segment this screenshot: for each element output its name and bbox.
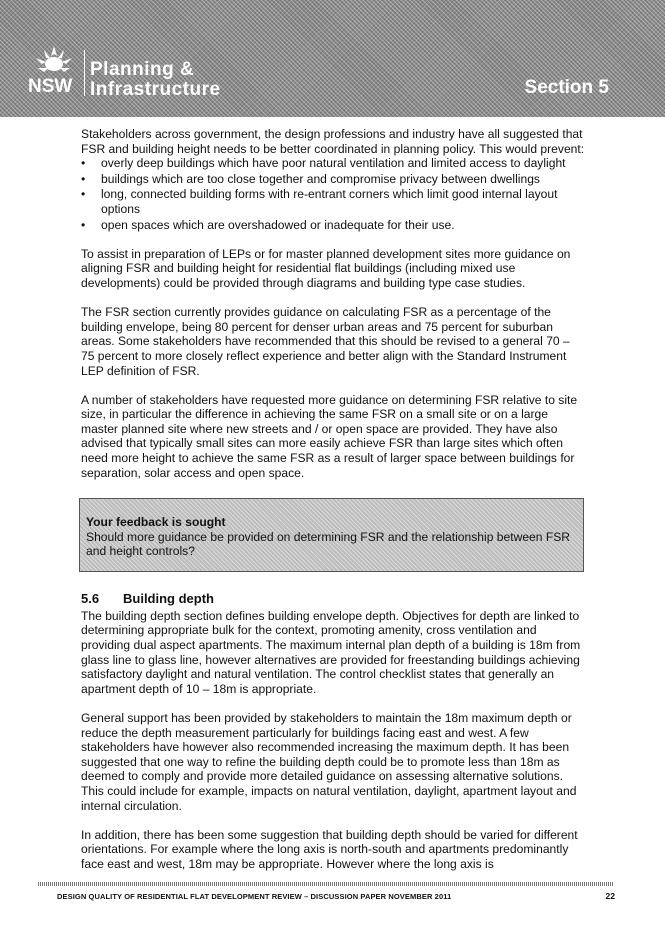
paragraph: In addition, there has been some suggestion that building depth should be varied for different orientations. For example where the long axis is north-south and apartments predominantly face east and west, 18m may be appropriate. However where the long axis is bbox=[81, 827, 578, 871]
list-item: • open spaces which are overshadowed or inadequate for their use. bbox=[81, 218, 586, 233]
footer-divider bbox=[38, 882, 613, 886]
section-number: 5.6 bbox=[81, 591, 100, 607]
page-content bbox=[81, 127, 586, 886]
brand-line-1: Planning & bbox=[90, 59, 195, 80]
paragraph: The building depth section defines building envelope depth. Objectives for depth are linked to determining appropriate bulk for the context, promoting amenity, cross ventilation and providing dual aspect apartments. The maximum internal plan depth of a building is 18m from glass line to glass line, however alternatives are provided for freestanding buildings achieving satisfactory daylight and natural ventilation. The control checklist states that generally an apartment depth of 10 – 18m is appropriate. bbox=[81, 608, 581, 696]
waratah-logo bbox=[26, 42, 82, 98]
list-item: • long, connected building forms with re-entrant corners which limit good internal layout options bbox=[81, 187, 586, 216]
intro-paragraph: Stakeholders across government, the design professions and industry have all suggested that FSR and building height needs to be better coordinated in planning policy. This would prevent: bbox=[81, 127, 585, 156]
list-item: • buildings which are too close together and compromise privacy between dwellings bbox=[81, 172, 586, 187]
footer-text: DESIGN QUALITY OF RESIDENTIAL FLAT DEVELOPMENT REVIEW – DISCUSSION PAPER NOVEMBER 2011 bbox=[57, 892, 452, 901]
header-banner bbox=[0, 0, 665, 117]
brand-name bbox=[90, 60, 221, 100]
list-item: • overly deep buildings which have poor natural ventilation and limited access to daylight bbox=[81, 156, 586, 171]
brand-line-2: Infrastructure bbox=[90, 79, 221, 100]
page-number: 22 bbox=[605, 891, 615, 901]
paragraph: The FSR section currently provides guidance on calculating FSR as a percentage of the building envelope, being 80 percent for denser urban areas and 75 percent for suburban areas. Some stakeholders have recommended that this should be revised to a general 70 – 75 percent to more closely reflect experience and better align with the Standard Instrument LEP definition of FSR. bbox=[81, 305, 570, 378]
bullet-list bbox=[81, 156, 586, 232]
section-title: Building depth bbox=[123, 591, 214, 607]
logo-text: NSW bbox=[28, 76, 73, 97]
paragraph: A number of stakeholders have requested more guidance on determining FSR relative to site size, in particular the difference in achieving the same FSR on a small site or on a large master planned site where new streets and / or open space are provided. They have also advised that typically small sites can more easily achieve FSR than large sites which often need more height to achieve the same FSR as a result of larger space between buildings for separation, solar access and open space. bbox=[81, 392, 578, 480]
logo-divider bbox=[84, 50, 85, 96]
section-label: Section 5 bbox=[524, 77, 609, 98]
feedback-question: Should more guidance be provided on determining FSR and the relationship between FSR and height controls? bbox=[86, 529, 571, 559]
paragraph: General support has been provided by stakeholders to maintain the 18m maximum depth or reduce the depth measurement particularly for buildings facing east and west. A few stakeholders have however also recommended increasing the maximum depth. It has been suggested that one way to refine the building depth could be to promote less than 18m as deemed to comply and provide more detailed guidance on assessing alternative solutions. This could include for example, impacts on natural ventilation, daylight, apartment layout and internal circulation. bbox=[81, 711, 577, 813]
section-heading bbox=[81, 592, 586, 607]
feedback-title: Your feedback is sought bbox=[86, 515, 226, 530]
feedback-box bbox=[79, 498, 584, 572]
paragraph: To assist in preparation of LEPs or for master planned development sites more guidance on aligning FSR and building height for residential flat buildings (including mixed use developments) could be provided through diagrams and building type case studies. bbox=[81, 246, 571, 290]
